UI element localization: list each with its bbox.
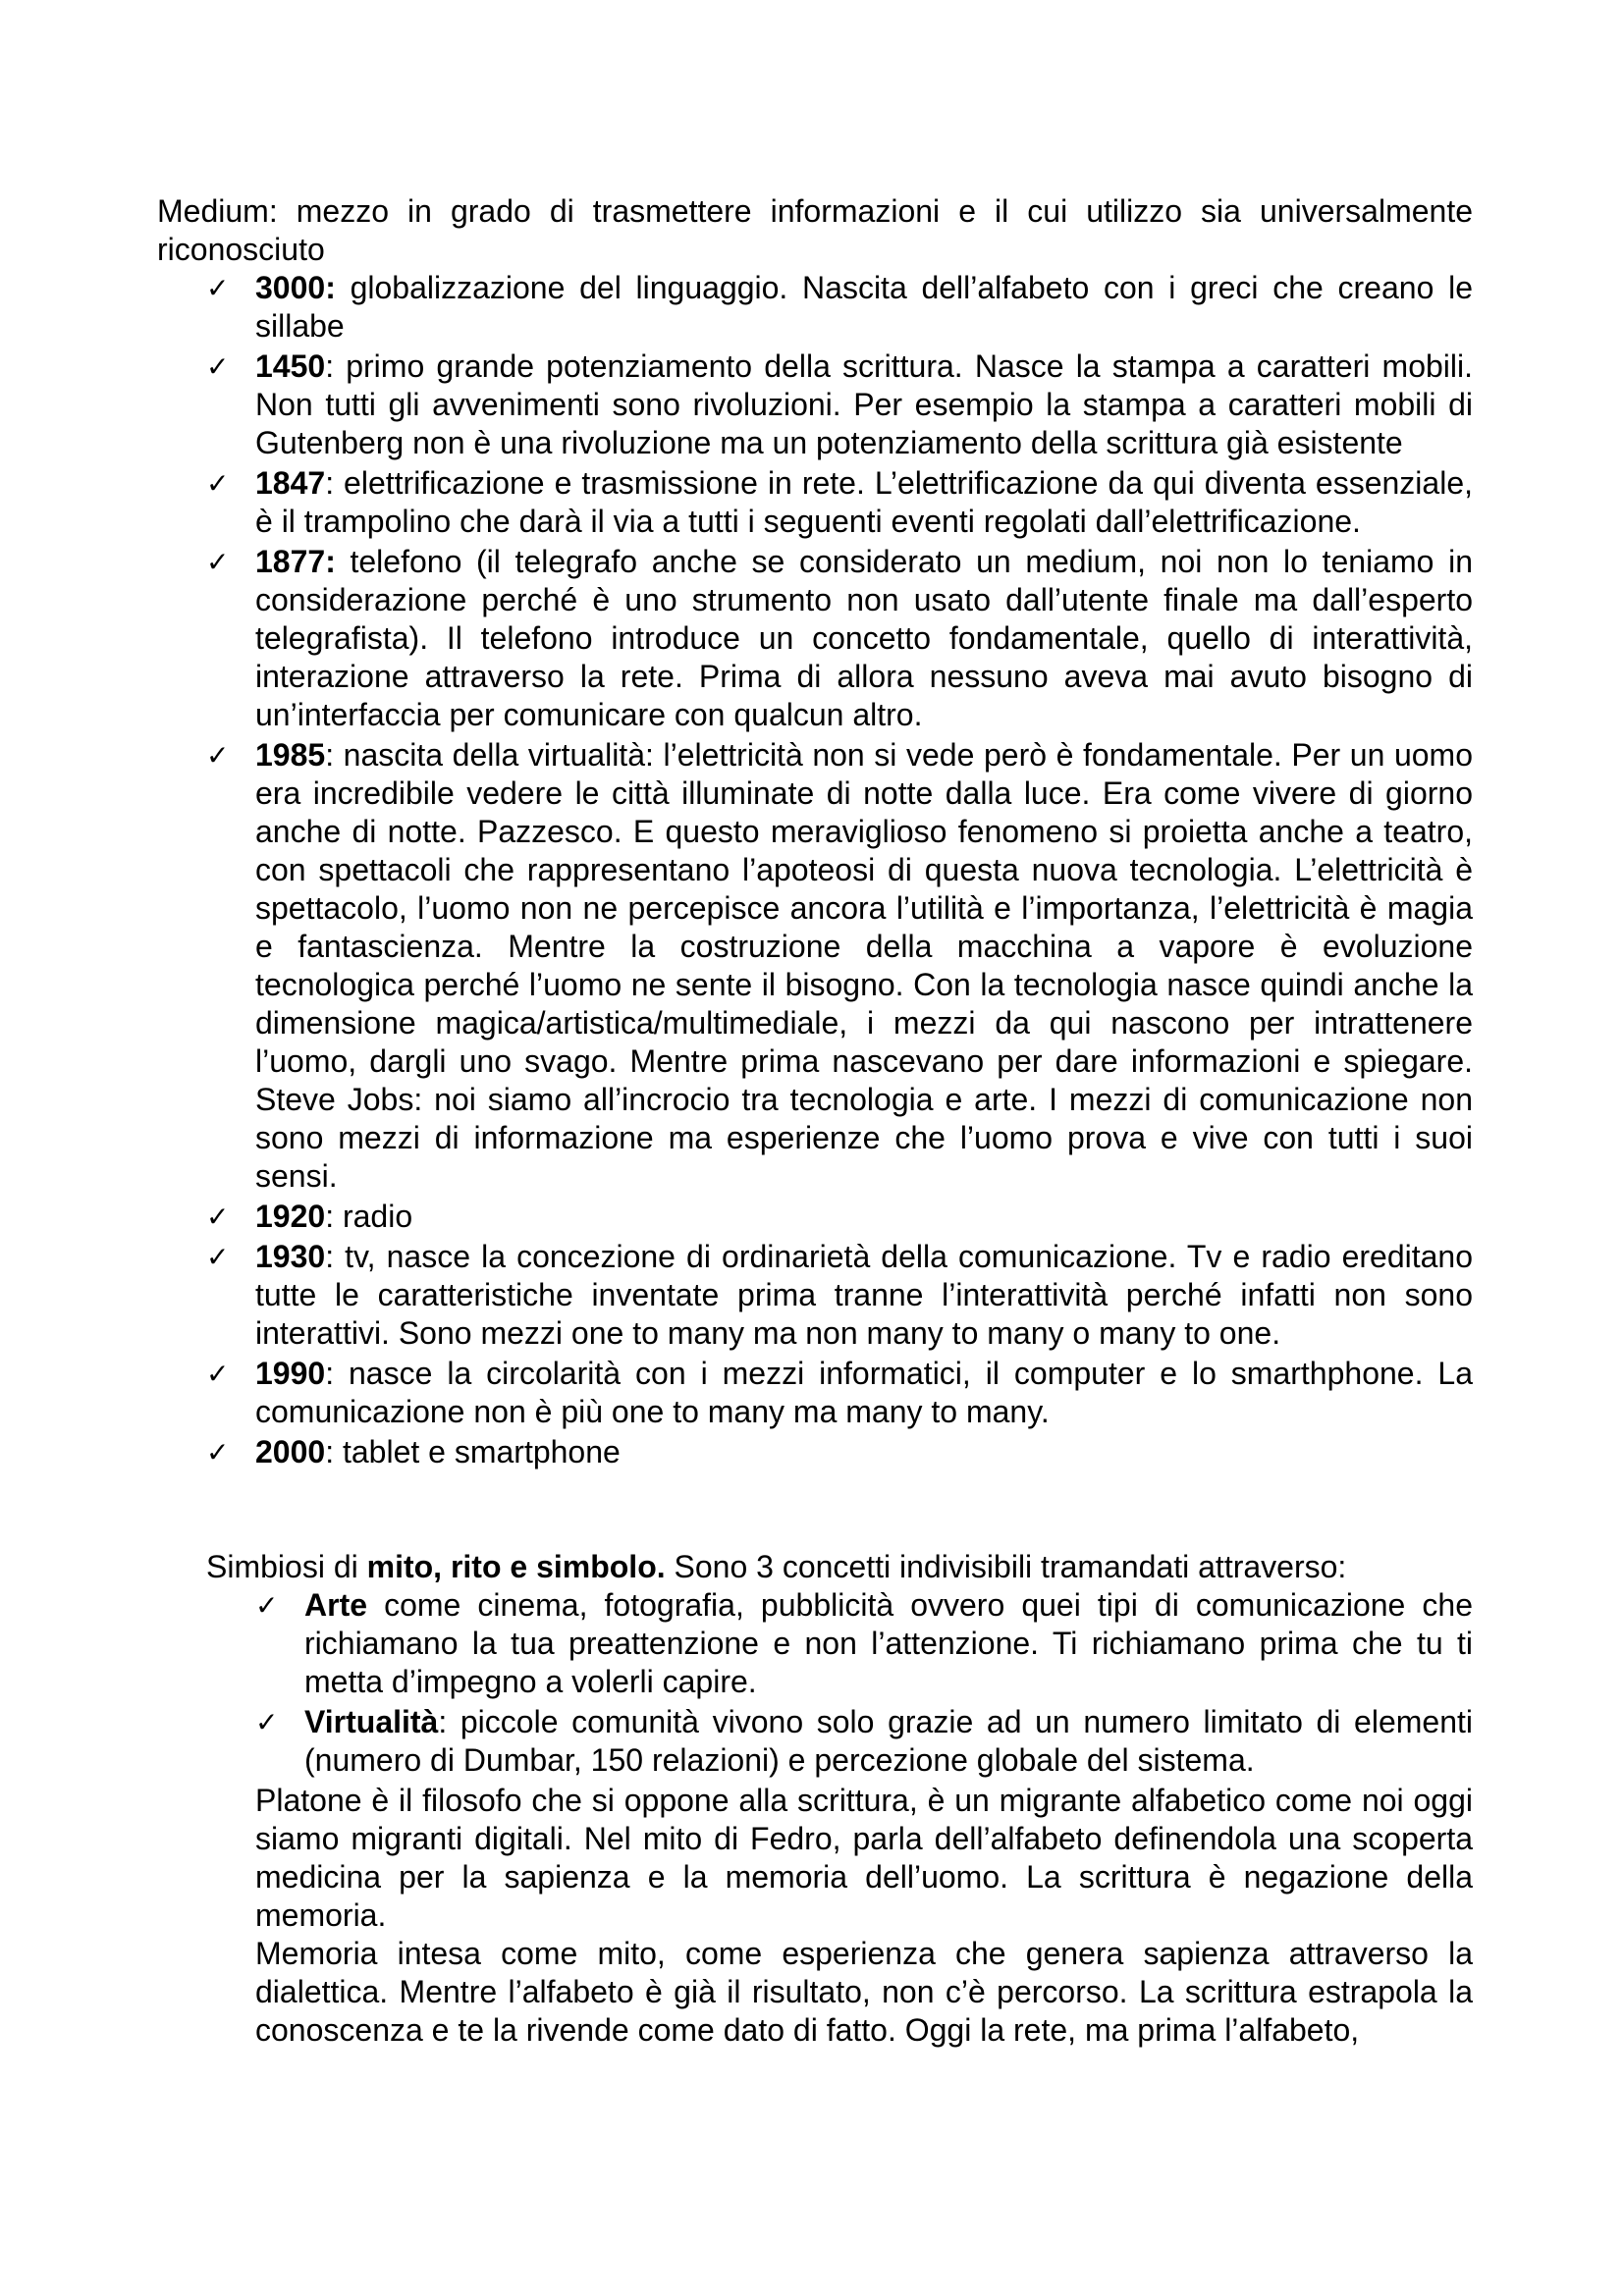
list-item <box>157 543 1473 734</box>
year-label: 1930 <box>255 1239 326 1274</box>
item-text: : tv, nasce la concezione di ordinarietà della comunicazione. Tv e radio ereditano tutte le caratteristiche inventate prima tranne l’interattività perché infatti non sono interattivi. Sono mezzi one to many ma non many to many o many to one. <box>255 1239 1473 1351</box>
term-label: Virtualità <box>304 1704 439 1739</box>
check-icon: ✓ <box>206 1241 230 1273</box>
list-item <box>157 1238 1473 1353</box>
list-item <box>157 464 1473 541</box>
check-icon: ✓ <box>255 1706 279 1738</box>
simbiosi-heading <box>157 1548 1473 1586</box>
list-item <box>157 736 1473 1196</box>
simbiosi-list <box>157 1586 1473 1780</box>
simbiosi-prefix: Simbiosi di <box>206 1549 367 1584</box>
platone-paragraph: Platone è il filosofo che si oppone alla scrittura, è un migrante alfabetico come noi oggi siamo migranti digitali. Nel mito di Fedro, parla dell’alfabeto definendola una scoperta medicina per la sapienza e la memoria dell’uomo. La scrittura è negazione della memoria. <box>255 1783 1473 1933</box>
item-text: : primo grande potenziamento della scrittura. Nasce la stampa a caratteri mobili. Non tutti gli avvenimenti sono rivoluzioni. Per esempio la stampa a caratteri mobili di Gutenberg non è una rivoluzione ma un potenziamento della scrittura già esistente <box>255 348 1473 460</box>
check-icon: ✓ <box>206 467 230 500</box>
year-label: 1450 <box>255 348 326 384</box>
year-label: 2000 <box>255 1434 326 1469</box>
simbiosi-bold: mito, rito e simbolo. <box>366 1549 666 1584</box>
list-item <box>157 1355 1473 1431</box>
timeline-list <box>157 269 1473 1471</box>
item-text: : tablet e smartphone <box>325 1434 621 1469</box>
check-icon: ✓ <box>206 1436 230 1468</box>
check-icon: ✓ <box>206 1201 230 1233</box>
item-text: : nasce la circolarità con i mezzi informatici, il computer e lo smarthphone. La comunicazione non è più one to many ma many to many. <box>255 1356 1473 1429</box>
year-label: 1877: <box>255 544 336 579</box>
item-text: : nascita della virtualità: l’elettricità non si vede però è fondamentale. Per un uomo era incredibile vedere le città illuminate di notte dalla luce. Era come vivere di giorno anche di notte. Pazzesco. E questo meraviglioso fenomeno si proietta anche a teatro, con spettacoli che rappresentano l’apoteosi di questa nuova tecnologia. L’elettricità è spettacolo, l’uomo non ne percepisce ancora l’utilità e l’importanza, l’elettricità è magia e fantascienza. Mentre la costruzione della macchina a vapore è evoluzione tecnologica perché l’uomo ne sente il bisogno. Con la tecnologia nasce quindi anche la dimensione magica/artistica/multimediale, i mezzi da qui nascono per intrattenere l’uomo, dargli uno svago. Mentre prima nascevano per dare informazioni e spiegare. Steve Jobs: noi siamo all’incrocio tra tecnologia e arte. I mezzi di comunicazione non sono mezzi di informazione ma esperienze che l’uomo prova e vive con tutti i suoi sensi. <box>255 737 1473 1194</box>
year-label: 1847 <box>255 465 326 501</box>
list-item <box>157 1433 1473 1471</box>
check-icon: ✓ <box>206 272 230 304</box>
year-label: 1920 <box>255 1199 326 1234</box>
check-icon: ✓ <box>206 546 230 578</box>
simbiosi-suffix: Sono 3 concetti indivisibili tramandati attraverso: <box>665 1549 1347 1584</box>
item-text: : radio <box>325 1199 413 1234</box>
year-label: 1990 <box>255 1356 326 1391</box>
item-text: : elettrificazione e trasmissione in rete. L’elettrificazione da qui diventa essenziale, è il trampolino che darà il via a tutti i seguenti eventi regolati dall’elettrificazione. <box>255 465 1473 539</box>
check-icon: ✓ <box>206 350 230 383</box>
item-text: : piccole comunità vivono solo grazie ad un numero limitato di elementi (numero di Dumbar, 150 relazioni) e percezione globale del sistema. <box>304 1704 1473 1778</box>
list-item <box>157 347 1473 462</box>
check-icon: ✓ <box>206 1358 230 1390</box>
check-icon: ✓ <box>255 1589 279 1622</box>
year-label: 3000: <box>255 270 336 305</box>
year-label: 1985 <box>255 737 326 773</box>
check-icon: ✓ <box>206 739 230 772</box>
document-page <box>157 192 1473 2050</box>
list-item <box>157 269 1473 346</box>
item-text: telefono (il telegrafo anche se considerato un medium, noi non lo teniamo in considerazione perché è uno strumento non usato dall’utente finale ma dall’esperto telegrafista). Il telefono introduce un concetto fondamentale, quello di interattività, interazione attraverso la rete. Prima di allora nessuno aveva mai avuto bisogno di un’interfaccia per comunicare con qualcun altro. <box>255 544 1473 732</box>
list-item <box>157 1586 1473 1701</box>
item-text: globalizzazione del linguaggio. Nascita dell’alfabeto con i greci che creano le sillabe <box>255 270 1473 344</box>
intro-paragraph: Medium: mezzo in grado di trasmettere informazioni e il cui utilizzo sia universalmente riconosciuto <box>157 193 1473 267</box>
memoria-paragraph: Memoria intesa come mito, come esperienza che genera sapienza attraverso la dialettica. Mentre l’alfabeto è già il risultato, non c’è percorso. La scrittura estrapola la conoscenza e te la rivende come dato di fatto. Oggi la rete, ma prima l’alfabeto, <box>255 1936 1473 2048</box>
list-item <box>157 1198 1473 1236</box>
list-item <box>157 1703 1473 1780</box>
term-label: Arte <box>304 1587 368 1623</box>
item-text: come cinema, fotografia, pubblicità ovvero quei tipi di comunicazione che richiamano la tua preattenzione e non l’attenzione. Ti richiamano prima che tu ti metta d’impegno a volerli capire. <box>304 1587 1473 1699</box>
